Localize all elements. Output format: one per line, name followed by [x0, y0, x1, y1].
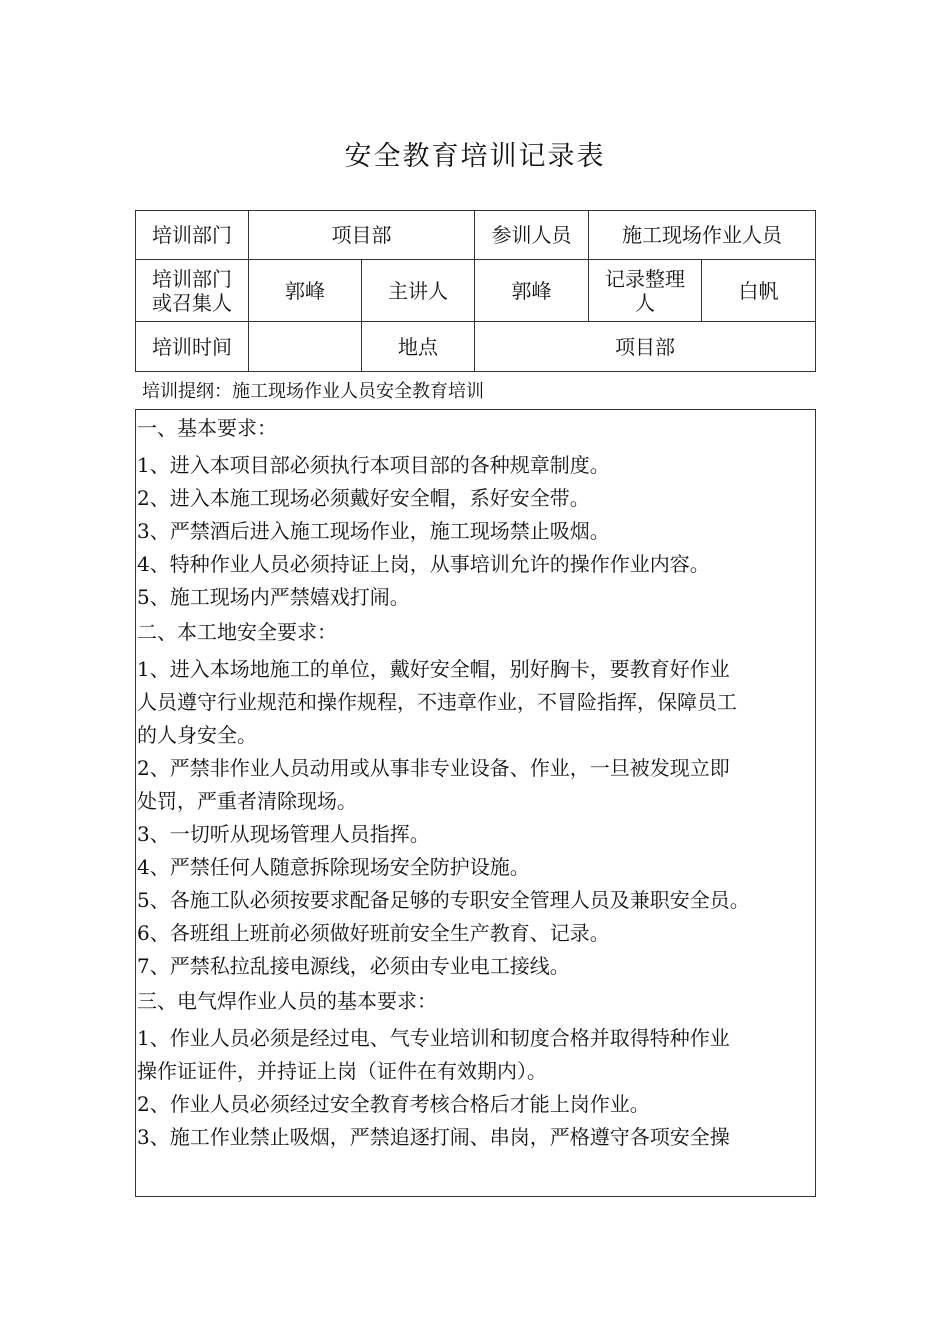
lecturer-label: 主讲人: [362, 260, 475, 322]
list-item: 1、进入本场地施工的单位，戴好安全帽，别好胸卡，要教育好作业: [137, 657, 730, 681]
place-value: 项目部: [475, 322, 816, 372]
list-item: 3、施工作业禁止吸烟，严禁追逐打闹、串岗，严格遵守各项安全操: [137, 1125, 730, 1149]
list-item: 1、进入本项目部必须执行本项目部的各种规章制度。: [137, 453, 610, 477]
section-heading-site: 二、本工地安全要求：: [137, 620, 337, 644]
table-row: [136, 211, 816, 260]
lecturer-value: 郭峰: [475, 260, 589, 322]
outline-label: 培训提纲：: [142, 381, 232, 402]
training-outline: [142, 377, 484, 403]
list-item: 人员遵守行业规范和操作规程，不违章作业，不冒险指挥，保障员工: [137, 690, 737, 714]
training-info-table: [135, 210, 816, 372]
participants-value: 施工现场作业人员: [589, 211, 816, 260]
dept-label: 培训部门: [136, 211, 249, 260]
list-item: 的人身安全。: [137, 723, 257, 747]
recorder-label: [589, 260, 702, 322]
list-item: 4、特种作业人员必须持证上岗，从事培训允许的操作作业内容。: [137, 552, 710, 576]
convener-value: 郭峰: [249, 260, 362, 322]
place-label: 地点: [362, 322, 475, 372]
convener-label-line2: 或召集人: [152, 290, 232, 315]
time-value: [249, 322, 362, 372]
table-row: [136, 322, 816, 372]
section-heading-welding: 三、电气焊作业人员的基本要求：: [137, 989, 437, 1013]
list-item: 3、严禁酒后进入施工现场作业，施工现场禁止吸烟。: [137, 519, 610, 543]
section-heading-basic: 一、基本要求：: [137, 416, 277, 440]
recorder-value: 白帆: [702, 260, 816, 322]
outline-value: 施工现场作业人员安全教育培训: [232, 381, 484, 402]
training-content-box: [135, 409, 816, 1197]
list-item: 2、严禁非作业人员动用或从事非专业设备、作业，一旦被发现立即: [137, 756, 730, 780]
document-title: 安全教育培训记录表: [344, 141, 606, 172]
list-item: 5、各施工队必须按要求配备足够的专职安全管理人员及兼职安全员。: [137, 888, 750, 912]
table-row: [136, 260, 816, 322]
recorder-label-line1: 记录整理: [605, 266, 685, 291]
list-item: 2、进入本施工现场必须戴好安全帽，系好安全带。: [137, 486, 590, 510]
time-label: 培训时间: [136, 322, 249, 372]
list-item: 处罚，严重者清除现场。: [137, 789, 357, 813]
list-item: 1、作业人员必须是经过电、气专业培训和韧度合格并取得特种作业: [137, 1026, 730, 1050]
list-item: 7、严禁私拉乱接电源线，必须由专业电工接线。: [137, 954, 570, 978]
participants-label: 参训人员: [475, 211, 589, 260]
convener-label-line1: 培训部门: [152, 266, 232, 291]
list-item: 2、作业人员必须经过安全教育考核合格后才能上岗作业。: [137, 1092, 650, 1116]
list-item: 5、施工现场内严禁嬉戏打闹。: [137, 585, 410, 609]
list-item: 4、严禁任何人随意拆除现场安全防护设施。: [137, 855, 530, 879]
convener-label: [136, 260, 249, 322]
list-item: 操作证证件，并持证上岗（证件在有效期内）。: [137, 1059, 547, 1083]
list-item: 6、各班组上班前必须做好班前安全生产教育、记录。: [137, 921, 610, 945]
recorder-label-line2: 人: [635, 290, 655, 315]
dept-value: 项目部: [249, 211, 475, 260]
list-item: 3、一切听从现场管理人员指挥。: [137, 822, 430, 846]
